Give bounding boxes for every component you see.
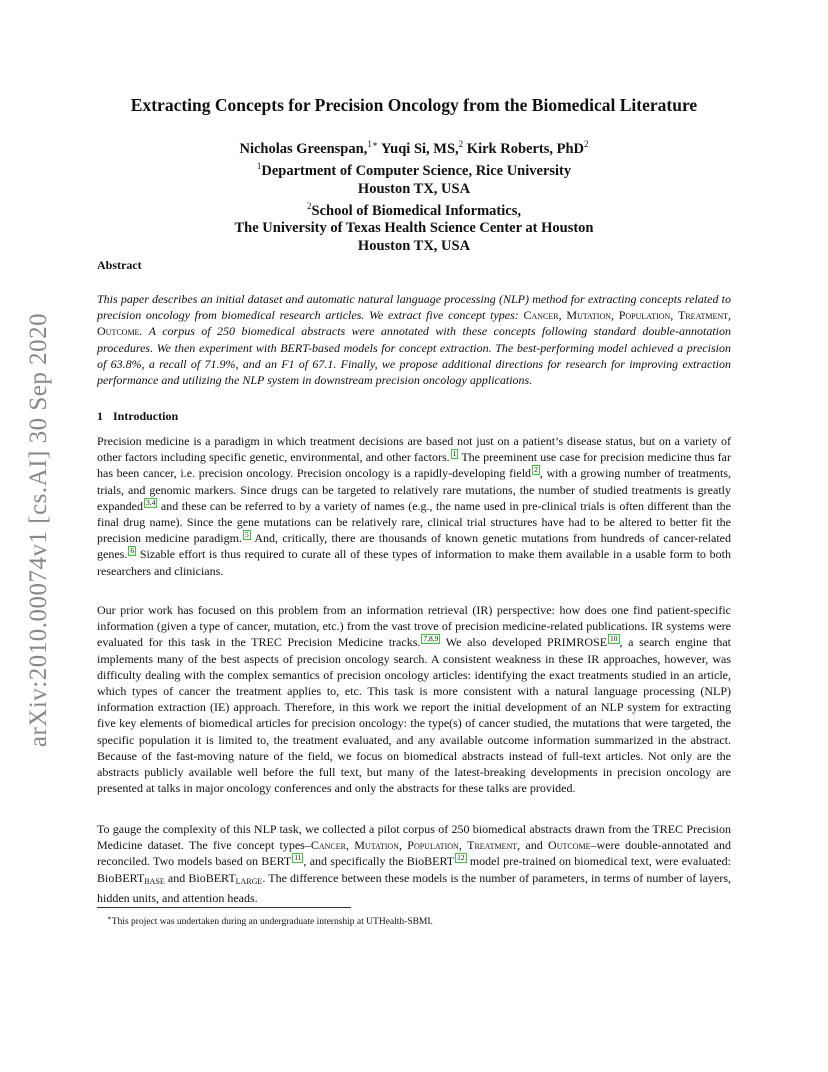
text-run: . The difference between these models is the number of parameters, in terms of number of layers, hidden units, and attention heads.	[97, 870, 731, 905]
author-3-marks: 2	[584, 139, 589, 149]
affiliation-2-line-3: Houston TX, USA	[357, 237, 471, 254]
footnote	[107, 912, 433, 928]
footnote-text: This project was undertaken during an undergraduate internship at UTHealth-SBMI.	[111, 917, 433, 928]
author-block	[97, 136, 731, 255]
citation-link[interactable]: 5	[244, 530, 249, 540]
abstract-heading: Abstract	[97, 258, 142, 272]
concept-outcome: Outcome	[548, 838, 591, 853]
affiliation-1	[97, 158, 731, 180]
concept-mutation: Mutation	[354, 838, 399, 853]
author-1-marks: 1∗	[367, 139, 378, 149]
text-run: Our prior work has focused on this problem from an information retrieval (IR) perspective: how does one find patient-specific information (given a type of cancer, mutation, etc.) from the vast trove of precision medicine-related publications. IR systems were evaluated for this task in the TREC Precision Medicine tracks.	[97, 603, 731, 650]
concept-separator: ,	[670, 308, 679, 323]
text-run: We also developed PRIMROSE	[440, 635, 608, 650]
section-number: 1	[97, 409, 103, 423]
section-title: Introduction	[113, 409, 179, 423]
affiliation-1-mark: 1	[256, 161, 262, 172]
text-run: –were double-annotated and reconciled. Two models based on BERT	[97, 838, 732, 869]
text-run: Precision medicine is a paradigm in which treatment decisions are based not just on a patient’s disease status, but on a variety of other factors including specific genetic, environmental, and other factors.	[97, 434, 731, 465]
text-run: And, critically, there are thousands of known genetic mutations from hundreds of cancer-related genes.	[97, 531, 731, 562]
text-run: , with a growing number of treatments, trials, and genomic markers. Since drugs can be targeted to relatively rare mutations, the number of studied treatments is greatly expanded	[97, 466, 731, 513]
concept-treatment: Treatment	[678, 308, 729, 323]
text-run: ,	[345, 838, 355, 853]
abstract-part-2: A corpus of 250 biomedical abstracts were annotated with these concepts following standard double-annotation procedures. We then experiment with BERT-based models for concept extraction. The best-performing model achieved a precision of 63.8%, a recall of 71.9%, and an F1 of 67.1. Finally, we propose additional directions for research for improving extraction performance and utilizing the NLP system in downstream precision oncology applications.	[97, 324, 731, 388]
citation-link[interactable]: 6	[130, 546, 135, 556]
section-heading-introduction	[97, 409, 178, 424]
concept-mutation: Mutation	[566, 308, 612, 323]
affiliation-1-line-1: Department of Computer Science, Rice University	[261, 163, 572, 180]
citation-link[interactable]: 7,8,9	[423, 634, 439, 644]
affiliation-2-line-1: School of Biomedical Informatics,	[311, 202, 521, 219]
concept-list-end: .	[139, 324, 143, 339]
concept-cancer: Cancer	[310, 838, 346, 853]
concept-separator: ,	[611, 308, 619, 323]
text-run: ,	[458, 838, 468, 853]
affiliation-2	[97, 198, 731, 220]
author-1: Nicholas Greenspan,	[239, 140, 368, 157]
affiliation-2-line-2: The University of Texas Health Science Center at Houston	[234, 220, 594, 237]
abstract-part-1: This paper describes an initial dataset and automatic natural language processing (NLP) method for extracting concepts related to precision oncology from biomedical research articles. We extract five concept types:	[97, 292, 731, 323]
text-run: and BioBERT	[164, 870, 236, 885]
concept-outcome: Outcome	[97, 324, 140, 339]
text-run: Sizable effort is thus required to curate all of these types of information to make them available in a usable form to both researchers and clinicians.	[97, 547, 731, 578]
concept-separator: ,	[728, 308, 732, 323]
footnote-mark: ∗	[107, 914, 112, 922]
citation-link[interactable]: 12	[457, 853, 465, 863]
citation-link[interactable]: 1	[452, 449, 457, 459]
concept-population: Population	[618, 308, 671, 323]
concept-separator: ,	[558, 308, 567, 323]
citation-link[interactable]: 3,4	[145, 497, 156, 507]
author-line	[97, 136, 731, 158]
affiliation-2-mark: 2	[307, 201, 312, 212]
paper-title: Extracting Concepts for Precision Oncology from the Biomedical Literature	[130, 95, 698, 115]
text-run: , and specifically the BioBERT	[303, 854, 455, 869]
text-run: model pre-trained on biomedical text, were evaluated: BioBERT	[97, 854, 732, 885]
abstract-text	[97, 291, 731, 388]
intro-paragraph-1	[97, 433, 731, 579]
subscript-large: LARGE	[235, 876, 263, 886]
author-3: Kirk Roberts, PhD	[466, 140, 585, 157]
intro-paragraph-2	[97, 602, 731, 796]
text-run: , a search engine that implements many of the best aspects of precision oncology search. A consistent weakness in these IR approaches, however, was difficulty dealing with the complex semantics of precision oncology articles: identifying the exact treatments studied in an article, which types of cancer the treatment applies to, etc. This task is more consistent with a natural language processing (NLP) information extraction (IE) approach. Therefore, in this work we report the initial development of an NLP system for extracting five key elements of biomedical articles for precision oncology: the type(s) of cancer studied, the mutations that were targeted, the specific population it is limited to, the treatment evaluated, and any available outcome information summarized in the abstract. Because of the fast-moving nature of the field, we focus on biomedical abstracts instead of full-text articles. Not only are the abstracts publicly available well before the full text, but many of the latest-breaking developments in precision oncology are presented at talks in major oncology conferences and only the abstracts for these talks are provided.	[97, 635, 731, 796]
concept-treatment: Treatment	[467, 838, 518, 853]
affiliation-1-line-2: Houston TX, USA	[357, 180, 471, 197]
text-run: and these can be referred to by a variety of names (e.g., the name used in pre-clinical trials is often different than the final drug name). Since the gene mutations can be relatively rare, clinical trial structures have had to be altered to better fit the precision medicine paradigm.	[97, 498, 731, 546]
citation-link[interactable]: 10	[610, 634, 618, 644]
text-run: The preeminent use case for precision medicine thus far has been cancer, i.e. precision oncology. Precision oncology is a rapidly-developing field	[97, 450, 731, 481]
footnote-rule	[97, 907, 351, 908]
text-run: ,	[398, 838, 408, 853]
subscript-base: BASE	[144, 876, 165, 886]
author-2-marks: 2	[458, 139, 464, 149]
author-2: Yuqi Si, MS,	[381, 140, 459, 157]
citation-link[interactable]: 2	[534, 465, 538, 475]
concept-population: Population	[407, 838, 459, 853]
citation-link[interactable]: 11	[294, 853, 302, 863]
arxiv-sidebar	[18, 250, 60, 810]
arxiv-identifier: arXiv:2010.00074v1 [cs.AI] 30 Sep 2020	[25, 312, 52, 748]
text-run: To gauge the complexity of this NLP task, we collected a pilot corpus of 250 biomedical abstracts drawn from the TREC Precision Medicine dataset. The five concept types–	[97, 822, 731, 853]
intro-paragraph-3	[97, 821, 731, 906]
concept-cancer: Cancer	[523, 308, 559, 323]
text-run: , and	[517, 838, 549, 853]
